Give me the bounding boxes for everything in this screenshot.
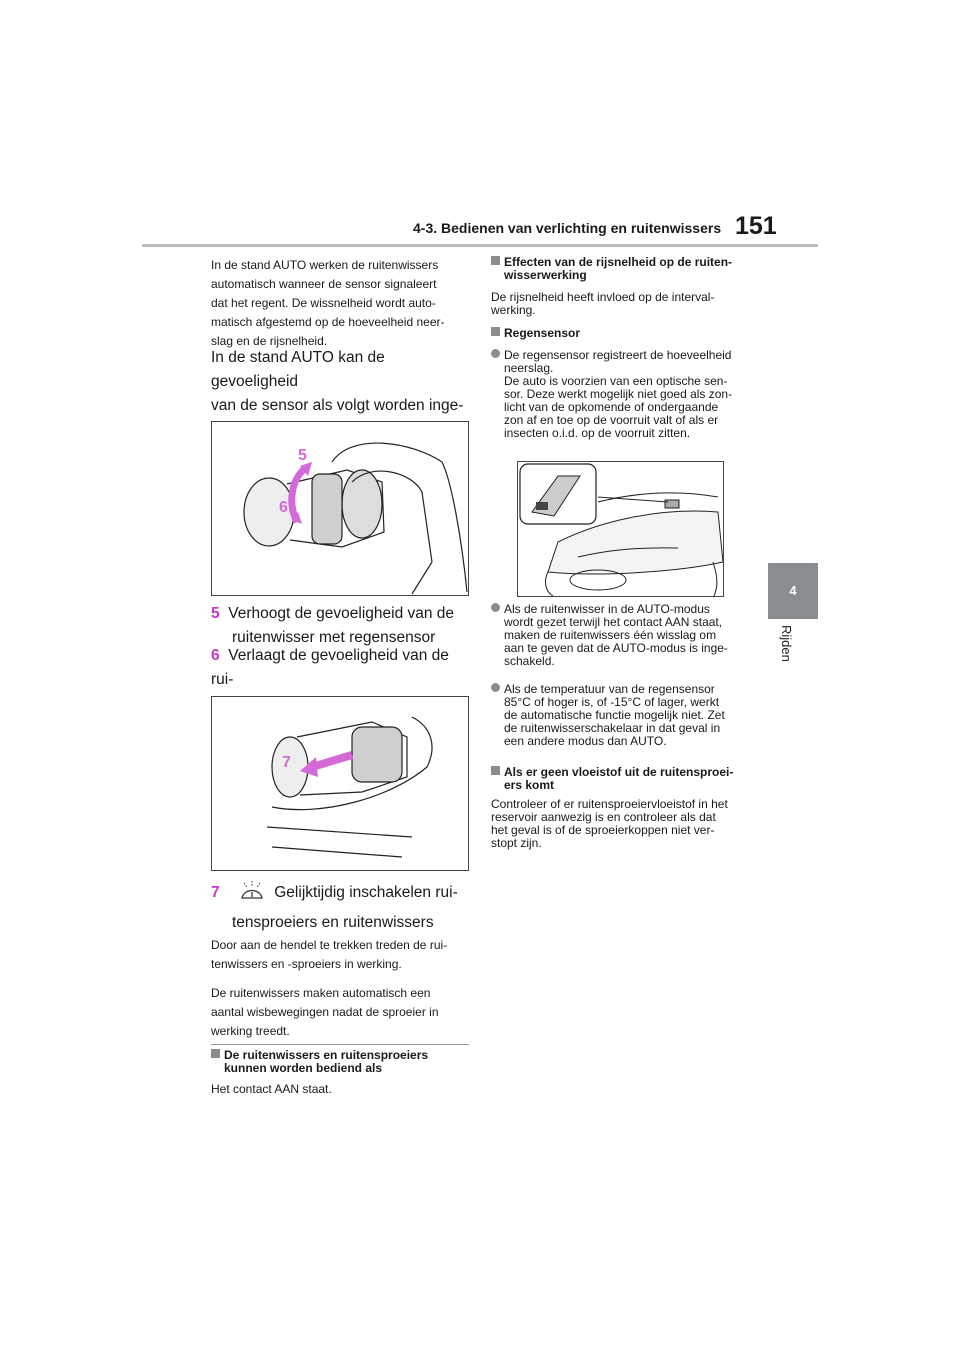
washer-icon <box>238 880 266 902</box>
list-item: 6 Verlaagt de gevoeligheid van de rui- <box>211 647 449 688</box>
bullet-rain-sensor: De regensensor registreert de hoeveelheid neerslag. De auto is voorzien van een optische sen- sor. Deze werkt mogelijk niet goed als zon- licht van de opkomende of ondergaande zon af en toe op de voorruit valt of als er insecten o.i.d. op de voorruit zitten. <box>491 349 756 440</box>
figure-label-6: 6 <box>279 499 288 516</box>
figure-pull-lever <box>211 696 469 871</box>
note-heading: De ruitenwissers en ruitensproeiers kunnen worden bediend als <box>211 1049 469 1075</box>
lead-paragraph: In de stand AUTO kan de gevoeligheid van de sensor als volgt worden inge- <box>211 349 464 414</box>
header-divider <box>142 244 818 247</box>
heading-no-fluid: Als er geen vloeistof uit de ruitensproei- ers komt <box>491 766 756 792</box>
item-number: 5 <box>211 605 220 622</box>
car-rain-sensor-illustration <box>518 462 723 596</box>
intro-paragraph: In de stand AUTO werken de ruitenwissers automatisch wanneer de sensor signaleert dat het regent. De wissnelheid wordt auto- matisch afgestemd op de hoeveelheid neer- slag en de rijsnelheid. <box>211 258 445 348</box>
bullet-auto-mode: Als de ruitenwisser in de AUTO-modus wordt gezet terwijl het contact AAN staat, maken de ruitenwissers één wisslag om aan te geven dat de AUTO-modus is inge- schakeld. <box>491 603 756 668</box>
hand-pulling-lever-illustration <box>212 697 468 870</box>
round-bullet-icon <box>491 349 500 358</box>
wipe-paragraph: De ruitenwissers maken automatisch een aantal wisbewegingen nadat de sproeier in werking treedt. <box>211 986 439 1038</box>
section-title: 4-3. Bedienen van verlichting en ruitenwissers <box>413 220 722 236</box>
figure-label-7: 7 <box>282 754 291 771</box>
round-bullet-icon <box>491 603 500 612</box>
hand-turning-ring-illustration <box>212 422 468 595</box>
speed-paragraph: De rijsnelheid heeft invloed op de interval- werking. <box>491 290 715 317</box>
heading-rain-sensor: Regensensor <box>491 327 756 340</box>
heading-speed-effects: Effecten van de rijsnelheid op de ruiten- wisserwerking <box>491 256 756 282</box>
square-bullet-icon <box>491 766 500 775</box>
section-divider <box>211 1044 469 1045</box>
list-item: 7 Gelijktijdig inschakelen rui- tensproeiers en ruitenwissers <box>211 880 469 935</box>
figure-rain-sensor-location <box>517 461 724 597</box>
bullet-temperature: Als de temperatuur van de regensensor 85°C of hoger is, of -15°C of lager, werkt de automatische functie mogelijk niet. Zet de ruitenwisserschakelaar in dat geval in een andere modus dan AUTO. <box>491 683 756 748</box>
lever-paragraph: Door aan de hendel te trekken treden de rui- tenwissers en -sproeiers in werking. <box>211 938 448 971</box>
no-fluid-paragraph: Controleer of er ruitensproeiervloeistof in het reservoir aanwezig is en controleer als dat het geval is of de sproeierkoppen niet ver- stopt zijn. <box>491 797 728 850</box>
item-number: 7 <box>211 884 220 901</box>
figure-sensitivity-ring <box>211 421 469 596</box>
page-number: 151 <box>735 212 777 240</box>
chapter-label: Rijden <box>779 625 794 662</box>
round-bullet-icon <box>491 683 500 692</box>
note-text: Het contact AAN staat. <box>211 1082 332 1096</box>
square-bullet-icon <box>491 256 500 265</box>
chapter-tab: 4 <box>768 563 818 619</box>
list-item: 5 Verhoogt de gevoeligheid van de ruitenwisser met regensensor <box>211 605 455 646</box>
item-number: 6 <box>211 647 220 664</box>
square-bullet-icon <box>211 1049 220 1058</box>
figure-label-5: 5 <box>298 447 307 464</box>
square-bullet-icon <box>491 327 500 336</box>
